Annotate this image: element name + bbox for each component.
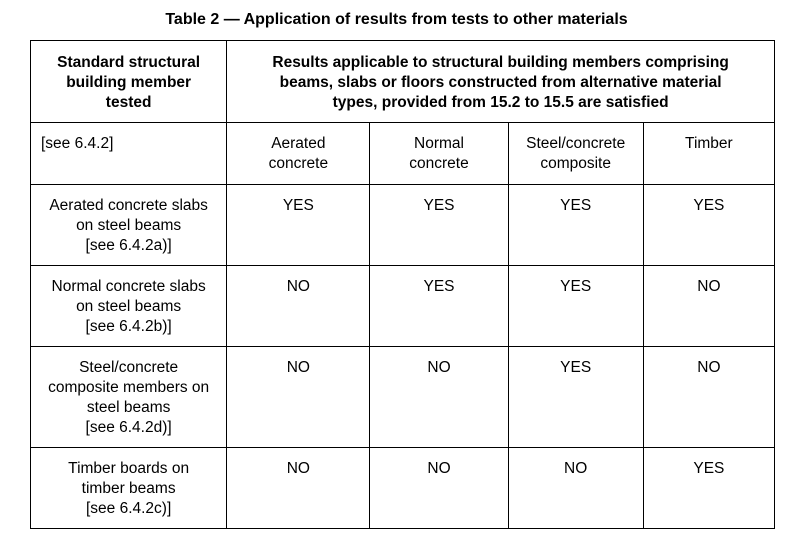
member-column-header: Standard structural building member tested xyxy=(31,41,227,123)
reference-cell: [see 6.4.2] xyxy=(31,123,227,185)
header-row xyxy=(31,41,775,123)
result-cell: NO xyxy=(508,448,643,529)
results-column-header: Results applicable to structural building members comprising beams, slabs or floors constructed from alternative material types, provided from 15.2 to 15.5 are satisfied xyxy=(227,41,775,123)
table-row xyxy=(31,347,775,448)
material-header-normal-concrete: Normal concrete xyxy=(370,123,508,185)
result-cell: NO xyxy=(643,266,774,347)
result-cell: YES xyxy=(370,266,508,347)
table-row xyxy=(31,185,775,266)
table-caption: Table 2 — Application of results from tests to other materials xyxy=(165,11,628,28)
result-cell: YES xyxy=(508,347,643,448)
material-header-timber: Timber xyxy=(643,123,774,185)
result-cell: NO xyxy=(643,347,774,448)
member-cell: Steel/concrete composite members on steel beams [see 6.4.2d)] xyxy=(31,347,227,448)
result-cell: NO xyxy=(227,448,370,529)
member-cell: Aerated concrete slabs on steel beams [see 6.4.2a)] xyxy=(31,185,227,266)
material-header-steel-concrete-composite: Steel/concrete composite xyxy=(508,123,643,185)
result-cell: YES xyxy=(508,266,643,347)
result-cell: YES xyxy=(643,448,774,529)
result-cell: NO xyxy=(227,266,370,347)
material-subheader-row xyxy=(31,123,775,185)
materials-table xyxy=(30,40,775,529)
member-cell: Timber boards on timber beams [see 6.4.2c)] xyxy=(31,448,227,529)
member-cell: Normal concrete slabs on steel beams [see 6.4.2b)] xyxy=(31,266,227,347)
result-cell: YES xyxy=(370,185,508,266)
result-cell: YES xyxy=(508,185,643,266)
result-cell: NO xyxy=(227,347,370,448)
result-cell: NO xyxy=(370,347,508,448)
table-row xyxy=(31,266,775,347)
result-cell: YES xyxy=(227,185,370,266)
material-header-aerated-concrete: Aerated concrete xyxy=(227,123,370,185)
table-row xyxy=(31,448,775,529)
result-cell: NO xyxy=(370,448,508,529)
result-cell: YES xyxy=(643,185,774,266)
